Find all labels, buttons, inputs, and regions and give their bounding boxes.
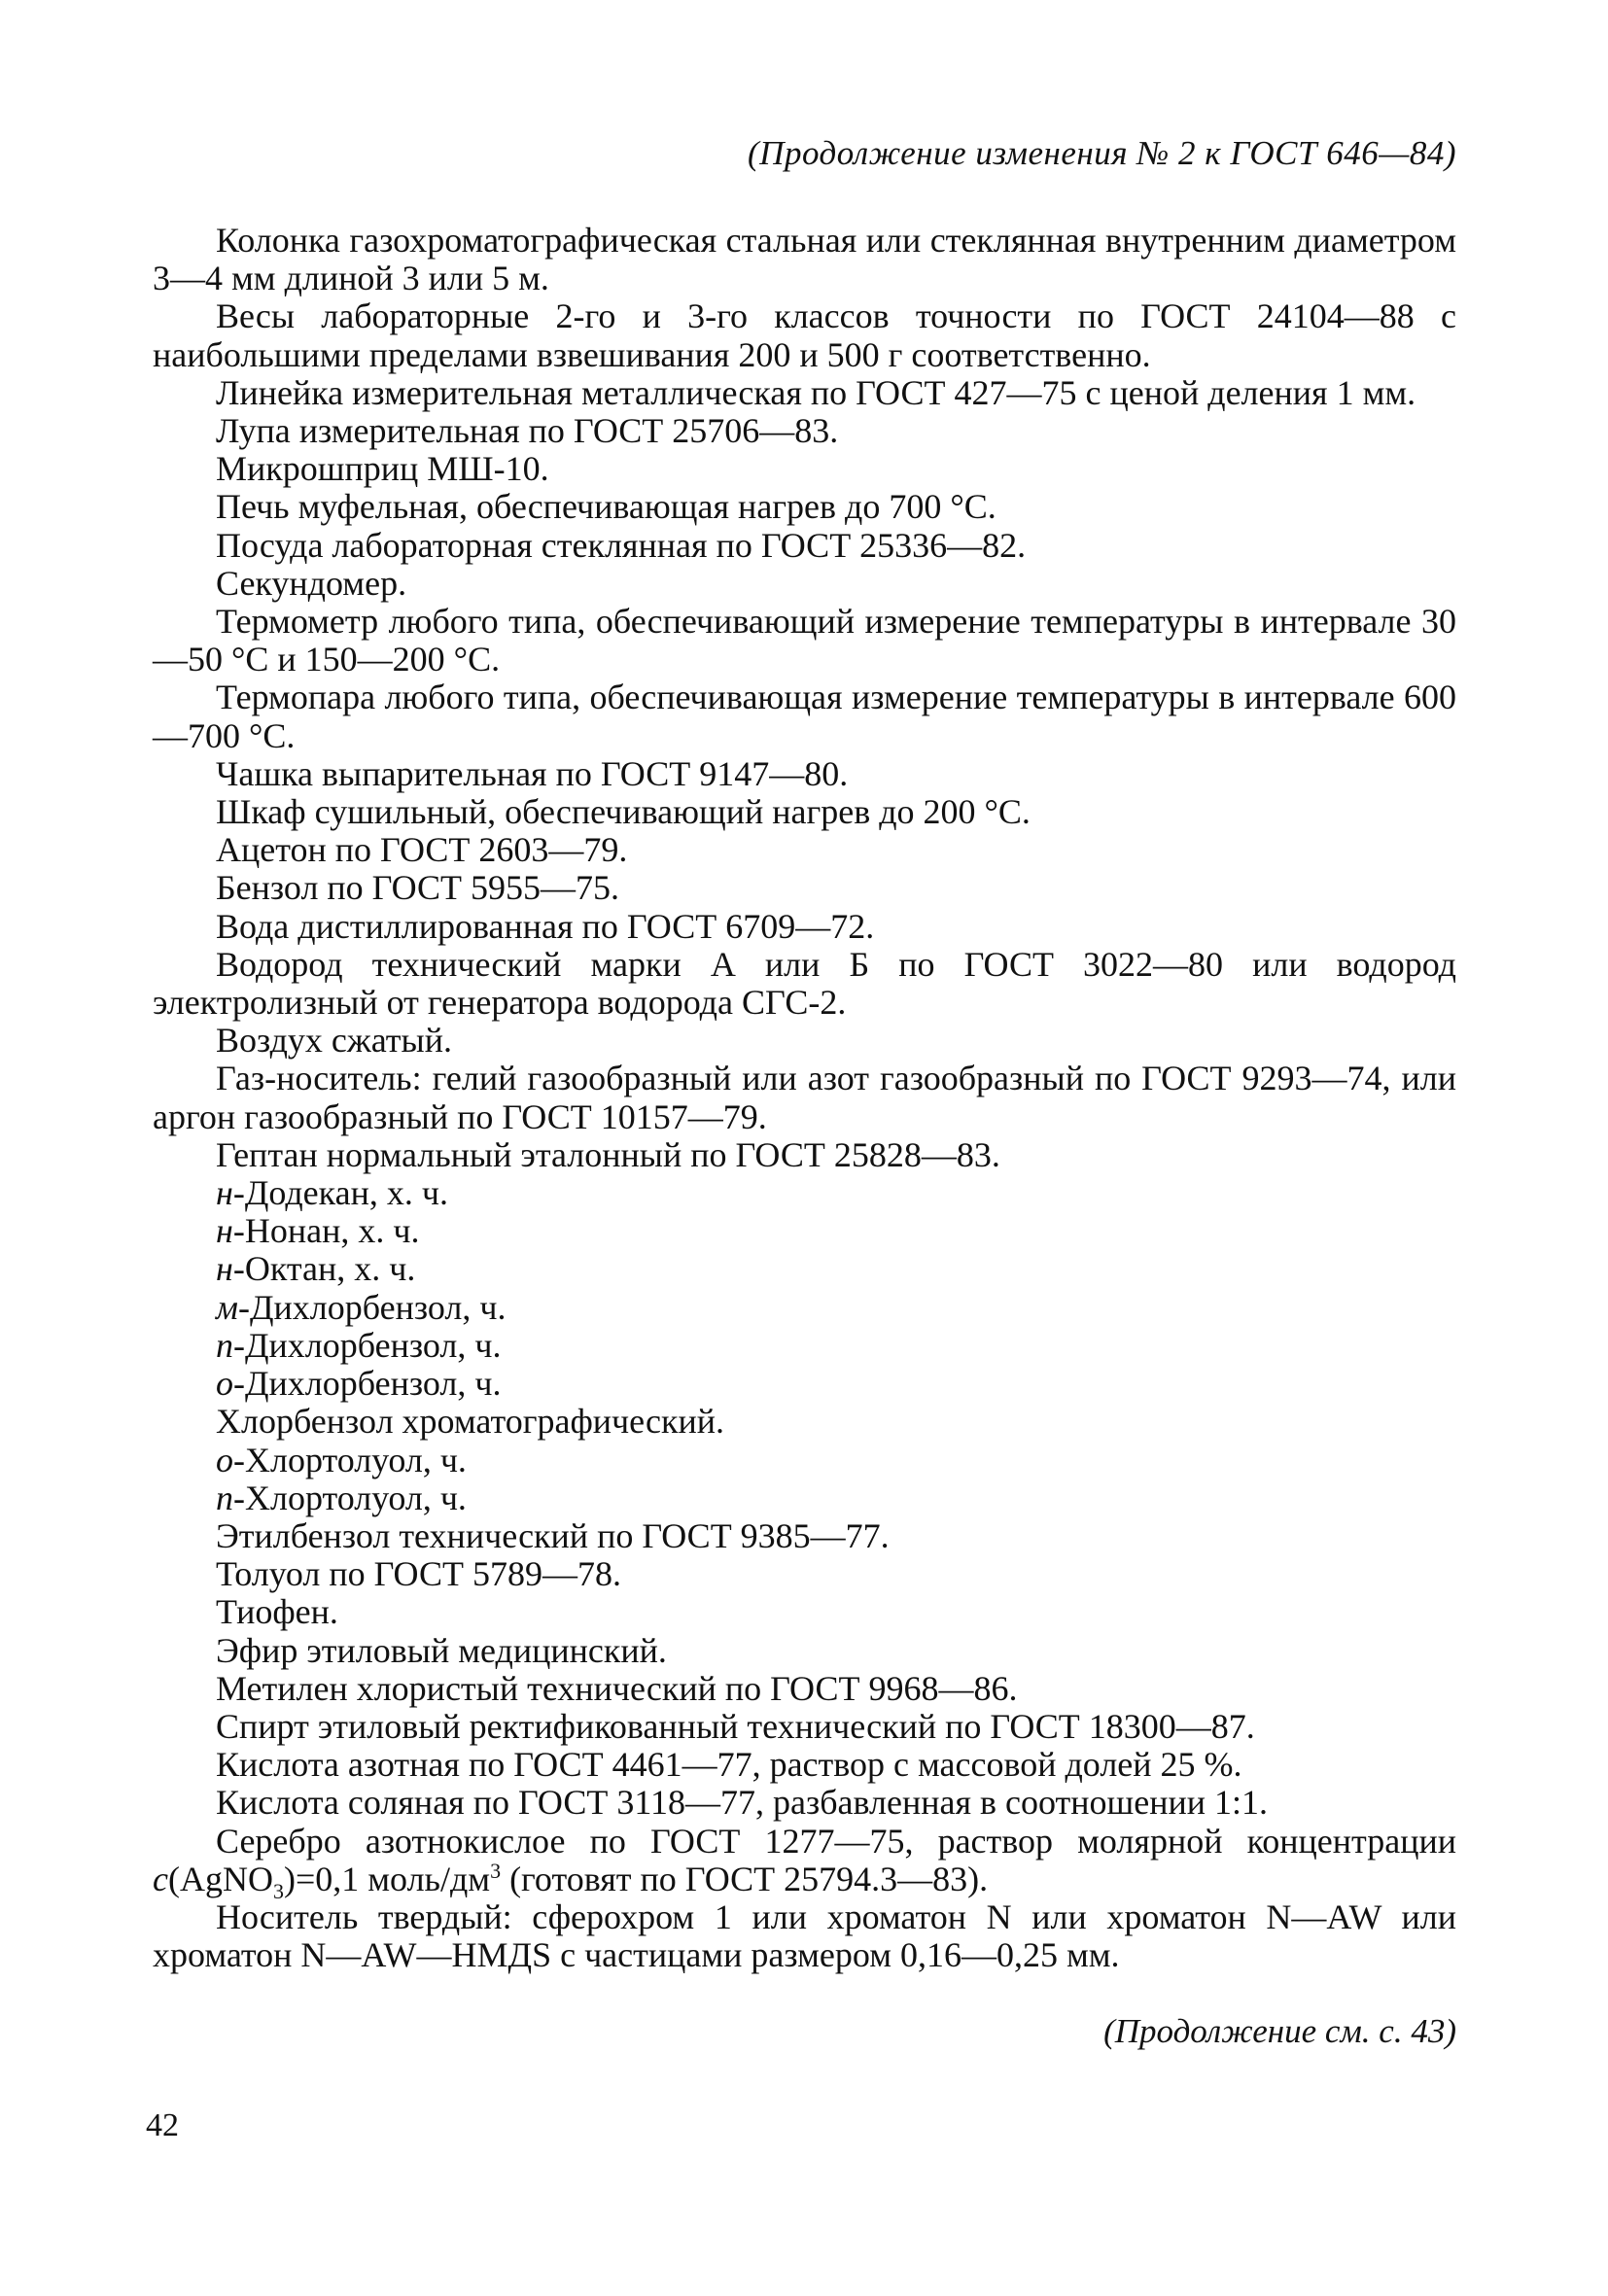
paragraph-silver-nitrate: Серебро азотнокислое по ГОСТ 1277—75, раствор молярной концентрации c(AgNO$_3$)=0,1 моль/$дм^3$ (готовят по ГОСТ 25794.3—83). bbox=[153, 1821, 1456, 1903]
paragraph: н-Октан, х. ч. bbox=[216, 1249, 416, 1289]
paragraph: Термопара любого типа, обеспечивающая измерение температуры в интервале 600—700 °С. bbox=[153, 678, 1456, 755]
paragraph: п-Хлортолуол, ч. bbox=[216, 1478, 467, 1517]
paragraph: Лупа измерительная по ГОСТ 25706—83. bbox=[216, 411, 839, 451]
paragraph: Этилбензол технический по ГОСТ 9385—77. bbox=[216, 1515, 890, 1555]
paragraph: Печь муфельная, обеспечивающая нагрев до 700 °С. bbox=[216, 487, 996, 527]
paragraph: н-Додекан, х. ч. bbox=[216, 1173, 448, 1213]
paragraph: Тиофен. bbox=[216, 1592, 338, 1632]
paragraph: о-Хлортолуол, ч. bbox=[216, 1440, 467, 1479]
paragraph: Метилен хлористый технический по ГОСТ 9968—86. bbox=[216, 1668, 1018, 1708]
continuation-footer: (Продолжение см. с. 43) bbox=[1103, 2012, 1456, 2050]
paragraph: о-Дихлорбензол, ч. bbox=[216, 1364, 502, 1404]
paragraph: Бензол по ГОСТ 5955—75. bbox=[216, 868, 620, 908]
paragraph: Эфир этиловый медицинский. bbox=[216, 1630, 667, 1670]
continuation-header: (Продолжение изменения № 2 к ГОСТ 646—84) bbox=[748, 134, 1456, 172]
document-body bbox=[153, 222, 1456, 1974]
paragraph: Хлорбензол хроматографический. bbox=[216, 1402, 725, 1442]
paragraph: Носитель твердый: сферохром 1 или хроматон N или хроматон N—AW или хроматон N—AW—HMДS с частицами размером 0,16—0,25 мм. bbox=[153, 1896, 1456, 1975]
paragraph: Воздух сжатый. bbox=[216, 1021, 452, 1061]
paragraph: м-Дихлорбензол, ч. bbox=[216, 1287, 507, 1327]
paragraph: Газ-носитель: гелий газообразный или азот газообразный по ГОСТ 9293—74, или аргон газообразный по ГОСТ 10157—79. bbox=[153, 1059, 1456, 1136]
paragraph: Гептан нормальный эталонный по ГОСТ 25828—83. bbox=[216, 1134, 1000, 1174]
paragraph: Микрошприц МШ-10. bbox=[216, 449, 549, 489]
paragraph: Весы лабораторные 2-го и 3-го классов точности по ГОСТ 24104—88 с наибольшими пределами взвешивания 200 и 500 г соответственно. bbox=[153, 296, 1456, 374]
paragraph: Секундомер. bbox=[216, 563, 407, 603]
paragraph: Чашка выпарительная по ГОСТ 9147—80. bbox=[216, 753, 849, 793]
paragraph: Колонка газохроматографическая стальная или стеклянная внутренним диаметром 3—4 мм длиной 3 или 5 м. bbox=[153, 221, 1456, 298]
paragraph: Линейка измерительная металлическая по ГОСТ 427—75 с ценой деления 1 мм. bbox=[216, 372, 1416, 412]
page-number: 42 bbox=[146, 2107, 179, 2143]
paragraph: Шкаф сушильный, обеспечивающий нагрев до 200 °С. bbox=[216, 792, 1031, 832]
paragraph: н-Нонан, х. ч. bbox=[216, 1211, 420, 1251]
paragraph: Термометр любого типа, обеспечивающий измерение температуры в интервале 30—50 °С и 150—200 °С. bbox=[153, 602, 1456, 679]
paragraph: Вода дистиллированная по ГОСТ 6709—72. bbox=[216, 906, 875, 946]
paragraph: п-Дихлорбензол, ч. bbox=[216, 1325, 502, 1365]
paragraph: Кислота азотная по ГОСТ 4461—77, раствор с массовой долей 25 %. bbox=[216, 1745, 1242, 1785]
paragraph: Водород технический марки А или Б по ГОСТ 3022—80 или водород электролизный от генератора водорода СГС-2. bbox=[153, 944, 1456, 1023]
paragraph: Ацетон по ГОСТ 2603—79. bbox=[216, 830, 628, 870]
paragraph: Толуол по ГОСТ 5789—78. bbox=[216, 1554, 621, 1594]
paragraph: Посуда лабораторная стеклянная по ГОСТ 25336—82. bbox=[216, 525, 1027, 565]
paragraph: Спирт этиловый ректификованный технический по ГОСТ 18300—87. bbox=[216, 1706, 1255, 1746]
paragraph: Кислота соляная по ГОСТ 3118—77, разбавленная в соотношении 1:1. bbox=[216, 1783, 1269, 1823]
